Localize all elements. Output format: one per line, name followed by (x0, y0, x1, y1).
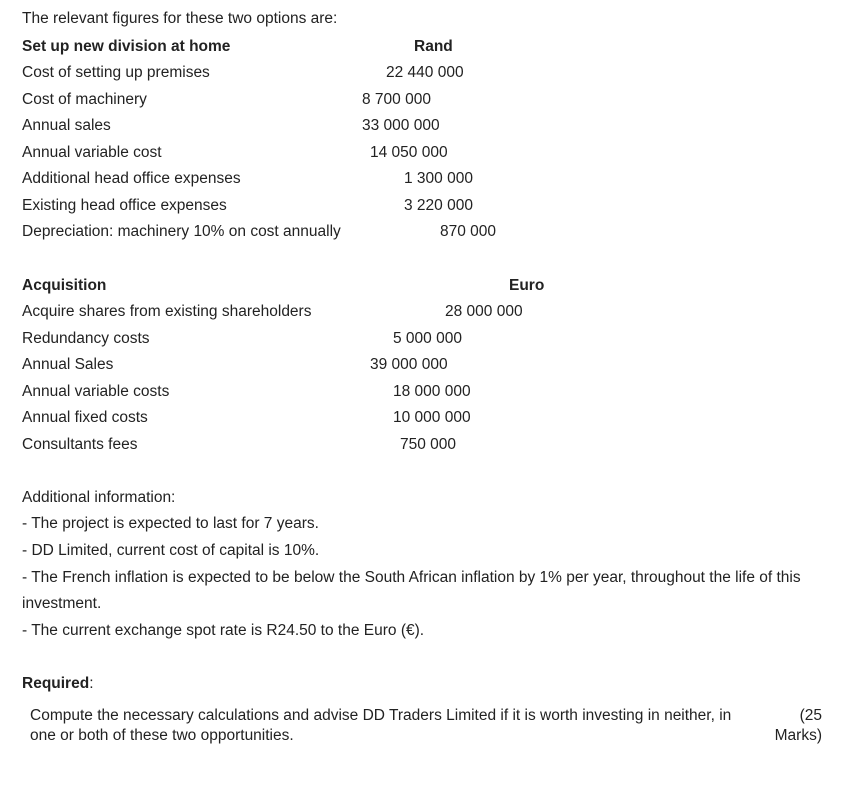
acquisition-row-value: 5 000 000 (393, 330, 462, 347)
home-row-label: Cost of setting up premises (22, 64, 210, 81)
home-row-label: Existing head office expenses (22, 197, 227, 214)
additional-item: - The French inflation is expected to be below the South African inflation by 1% per year, throughout the life of this investment. (22, 569, 801, 612)
required-heading (22, 675, 94, 693)
required-heading-label: Required (22, 675, 90, 692)
acquisition-row-value: 39 000 000 (370, 356, 448, 373)
marks-label: (25 Marks) (774, 707, 822, 744)
home-currency-header: Rand (414, 38, 453, 55)
home-row-value: 22 440 000 (386, 64, 464, 81)
acquisition-row-value: 28 000 000 (445, 303, 523, 320)
home-row-label: Additional head office expenses (22, 170, 241, 187)
acquisition-row-label: Annual fixed costs (22, 409, 148, 426)
home-row-label: Cost of machinery (22, 91, 147, 108)
acquisition-row-value: 18 000 000 (393, 383, 471, 400)
acquisition-row-label: Acquire shares from existing shareholders (22, 303, 312, 320)
additional-heading: Additional information: (22, 489, 176, 506)
acquisition-heading: Acquisition (22, 277, 107, 294)
home-row-value: 33 000 000 (362, 117, 440, 134)
home-row-label: Annual sales (22, 117, 111, 134)
acquisition-row-label: Annual Sales (22, 356, 114, 373)
acquisition-row-label: Consultants fees (22, 436, 138, 453)
home-row-value: 870 000 (440, 223, 497, 240)
acquisition-row-value: 10 000 000 (393, 409, 471, 426)
home-row-label: Annual variable cost (22, 144, 162, 161)
home-row-value: 8 700 000 (362, 91, 431, 108)
acquisition-currency-header: Euro (509, 277, 545, 294)
acquisition-row-label: Redundancy costs (22, 330, 150, 347)
acquisition-row-value: 750 000 (400, 436, 457, 453)
intro-text: The relevant figures for these two options are: (22, 10, 338, 27)
required-text: Compute the necessary calculations and advise DD Traders Limited if it is worth investing in neither, in one or both of these two opportunities. (30, 707, 732, 744)
additional-item: - DD Limited, current cost of capital is 10%. (22, 542, 320, 559)
home-row-value: 3 220 000 (404, 197, 473, 214)
required-heading-colon: : (89, 675, 94, 692)
additional-item: - The project is expected to last for 7 years. (22, 515, 319, 532)
acquisition-row-label: Annual variable costs (22, 383, 170, 400)
additional-item: - The current exchange spot rate is R24.50 to the Euro (€). (22, 622, 425, 639)
home-row-label: Depreciation: machinery 10% on cost annually (22, 223, 341, 240)
home-row-value: 1 300 000 (404, 170, 473, 187)
home-heading: Set up new division at home (22, 38, 231, 55)
home-row-value: 14 050 000 (370, 144, 448, 161)
